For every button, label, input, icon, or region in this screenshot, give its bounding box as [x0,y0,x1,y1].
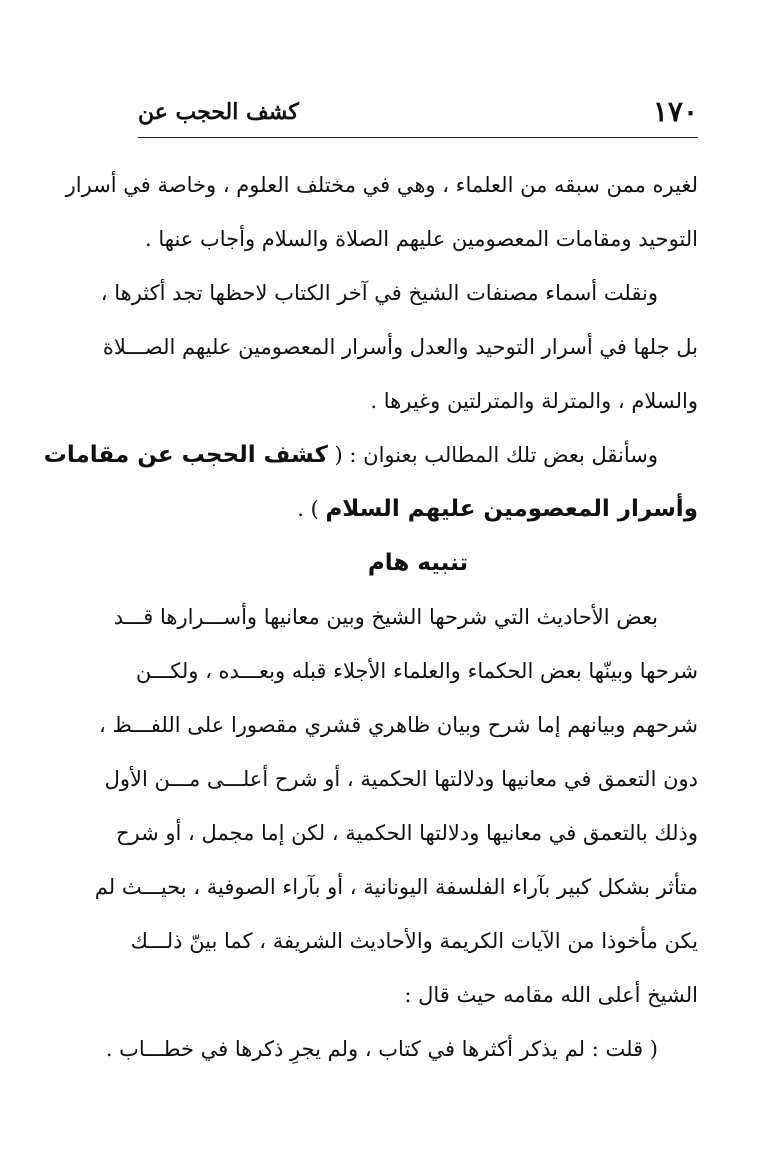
text-fragment: وسأنقل بعض تلك المطالب بعنوان : ( [334,443,658,467]
quote-line: ( قلت : لم يذكر أكثرها في كتاب ، ولم يجرِ ذكرها في خطـــاب . [105,1037,658,1061]
running-title: كشف الحجب عن [138,99,299,125]
book-title-bold: كشف الحجب عن مقامات [43,442,328,468]
text-line: بل جلها في أسرار التوحيد والعدل وأسرار المعصومين عليهم الصـــلاة [102,335,698,359]
text-line: الشيخ أعلى الله مقامه حيث قال : [404,983,698,1007]
text-line: بعض الأحاديث التي شرحها الشيخ وبين معانيها وأســـرارها قـــد [113,605,658,629]
text-line: وذلك بالتعمق في معانيها ودلالتها الحكمية ، لكن إما مجمل ، أو شرح [115,821,698,845]
text-line: التوحيد ومقامات المعصومين عليهم الصلاة والسلام وأجاب عنها . [145,227,698,251]
body-text [43,158,698,1076]
text-line: شرحها وبينّها بعض الحكماء والعلماء الأجلاء قبله وبعـــده ، ولكـــن [135,659,698,683]
section-heading: تنبيه هام [367,550,469,576]
text-line: شرحهم وبيانهم إما شرح وبيان ظاهري قشري مقصورا على اللفـــظ ، [98,713,698,737]
text-line: دون التعمق في معانيها ودلالتها الحكمية ، أو شرح أعلـــى مـــن الأول [104,767,698,791]
book-title-bold: وأسرار المعصومين عليهم السلام [325,496,698,522]
page-number: ١٧٠ [652,95,698,128]
text-line: يكن مأخوذا من الآيات الكريمة والأحاديث الشريفة ، كما بينّ ذلـــك [130,929,698,953]
header-rule [138,137,698,138]
text-line: لغيره ممن سبقه من العلماء ، وهي في مختلف العلوم ، وخاصة في أسرار [65,173,698,197]
text-line: والسلام ، والمترلة والمترلتين وغيرها . [370,389,698,413]
page-header [138,95,698,135]
text-line: ونقلت أسماء مصنفات الشيخ في آخر الكتاب لاحظها تجد أكثرها ، [100,281,658,305]
text-line: متأثر بشكل كبير بآراء الفلسفة اليونانية ، أو بآراء الصوفية ، بحيـــث لم [94,875,698,899]
text-fragment: ) . [297,497,319,521]
text-line-with-title [43,428,698,482]
text-line-with-title [138,482,698,536]
